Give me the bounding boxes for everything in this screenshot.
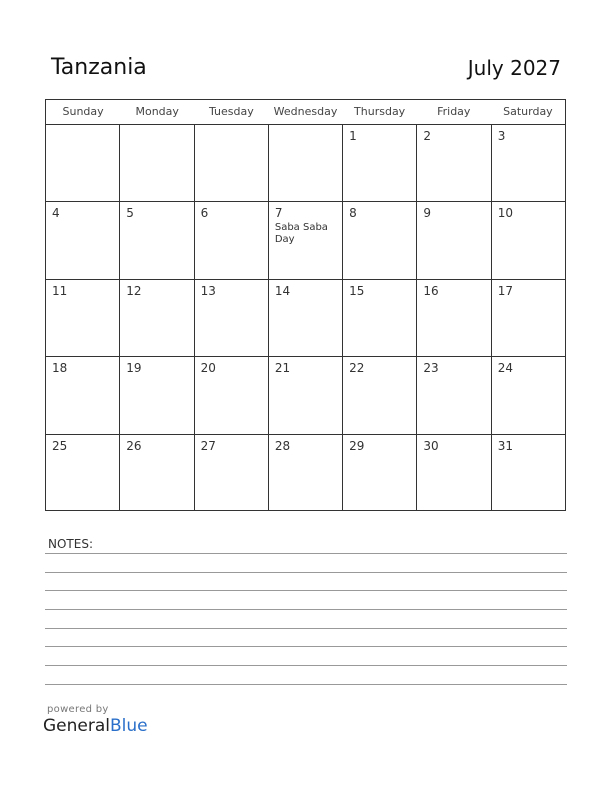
notes-line: [45, 590, 567, 591]
week-row: [46, 279, 565, 356]
day-number: 10: [497, 206, 513, 221]
day-cell[interactable]: [268, 125, 342, 201]
day-cell[interactable]: [119, 125, 193, 201]
day-cell[interactable]: [342, 202, 416, 278]
day-cell[interactable]: [491, 357, 565, 433]
weekday-sunday: Sunday: [62, 105, 104, 118]
day-cell[interactable]: [194, 435, 268, 511]
day-cell[interactable]: [268, 202, 342, 278]
day-cell[interactable]: [194, 357, 268, 433]
holiday-event: Saba Saba Day: [274, 222, 328, 246]
notes-line: [45, 572, 567, 573]
weekday-friday: Friday: [437, 105, 471, 118]
day-cell[interactable]: [194, 125, 268, 201]
day-number: 5: [126, 206, 134, 221]
weekday-thursday: Thursday: [354, 105, 406, 118]
day-number: 1: [349, 129, 357, 143]
day-number: 9: [423, 206, 432, 221]
weekday-saturday: Saturday: [503, 105, 553, 118]
day-number: 24: [497, 361, 513, 376]
day-cell[interactable]: [342, 125, 416, 201]
brand-general: General: [43, 716, 110, 736]
day-cell[interactable]: [416, 280, 490, 356]
day-cell[interactable]: [491, 280, 565, 356]
week-row: [46, 356, 565, 433]
day-cell[interactable]: [119, 202, 193, 278]
day-number: 7: [274, 206, 283, 221]
day-cell[interactable]: [342, 357, 416, 433]
day-cell[interactable]: [416, 435, 490, 511]
day-cell[interactable]: [119, 280, 193, 356]
day-number: 3: [497, 129, 506, 143]
day-number: 2: [423, 129, 432, 143]
calendar-grid: [45, 99, 566, 511]
notes-label: NOTES:: [48, 537, 93, 551]
weekday-tuesday: Tuesday: [208, 105, 254, 118]
day-cell[interactable]: [46, 280, 119, 356]
day-number: 14: [274, 283, 291, 298]
day-number: 22: [349, 361, 365, 376]
day-number: 6: [200, 206, 209, 221]
generalblue-logo[interactable]: [43, 716, 148, 736]
week-row: [46, 125, 565, 201]
powered-by-text: powered by: [47, 704, 109, 715]
day-number: 27: [200, 438, 216, 453]
day-number: 17: [497, 283, 513, 298]
day-cell[interactable]: [342, 280, 416, 356]
day-number: 31: [497, 438, 513, 453]
day-cell[interactable]: [491, 125, 565, 201]
day-number: 30: [423, 438, 439, 453]
day-cell[interactable]: [342, 435, 416, 511]
country-title: Tanzania: [51, 55, 147, 80]
day-cell[interactable]: [119, 435, 193, 511]
day-cell[interactable]: [491, 202, 565, 278]
weekday-wednesday: Wednesday: [273, 105, 338, 118]
day-cell[interactable]: [268, 435, 342, 511]
day-cell[interactable]: [416, 202, 490, 278]
day-number: 19: [126, 361, 142, 376]
notes-line: [45, 609, 567, 610]
day-cell[interactable]: [194, 280, 268, 356]
day-cell[interactable]: [46, 435, 119, 511]
month-title: July 2027: [467, 56, 561, 80]
day-cell[interactable]: [46, 202, 119, 278]
day-number: 18: [52, 361, 68, 376]
day-number: 15: [349, 283, 365, 298]
day-number: 8: [349, 206, 357, 221]
day-number: 16: [423, 283, 439, 298]
day-cell[interactable]: [119, 357, 193, 433]
day-number: 12: [126, 283, 142, 298]
weekday-monday: Monday: [135, 105, 179, 118]
weekday-header: [46, 100, 565, 125]
day-cell[interactable]: [268, 280, 342, 356]
day-cell[interactable]: [46, 357, 119, 433]
notes-line: [45, 665, 567, 666]
day-number: 25: [52, 438, 68, 453]
day-number: 21: [274, 361, 291, 376]
brand-blue: Blue: [110, 716, 148, 736]
day-cell[interactable]: [46, 125, 119, 201]
week-row: [46, 201, 565, 278]
day-cell[interactable]: [416, 125, 490, 201]
week-rows: [46, 125, 565, 511]
day-cell[interactable]: [416, 357, 490, 433]
day-number: 11: [52, 283, 68, 298]
day-cell[interactable]: [491, 435, 565, 511]
day-cell[interactable]: [194, 202, 268, 278]
notes-line: [45, 684, 567, 685]
day-number: 20: [200, 361, 216, 376]
notes-line: [45, 628, 567, 629]
day-cell[interactable]: [268, 357, 342, 433]
day-number: 29: [349, 438, 365, 453]
day-number: 26: [126, 438, 142, 453]
day-number: 13: [200, 283, 216, 298]
day-number: 28: [274, 438, 291, 453]
notes-line: [45, 646, 567, 647]
day-number: 4: [52, 206, 60, 221]
week-row: [46, 434, 565, 511]
day-number: 23: [423, 361, 439, 376]
notes-line: [45, 553, 567, 554]
